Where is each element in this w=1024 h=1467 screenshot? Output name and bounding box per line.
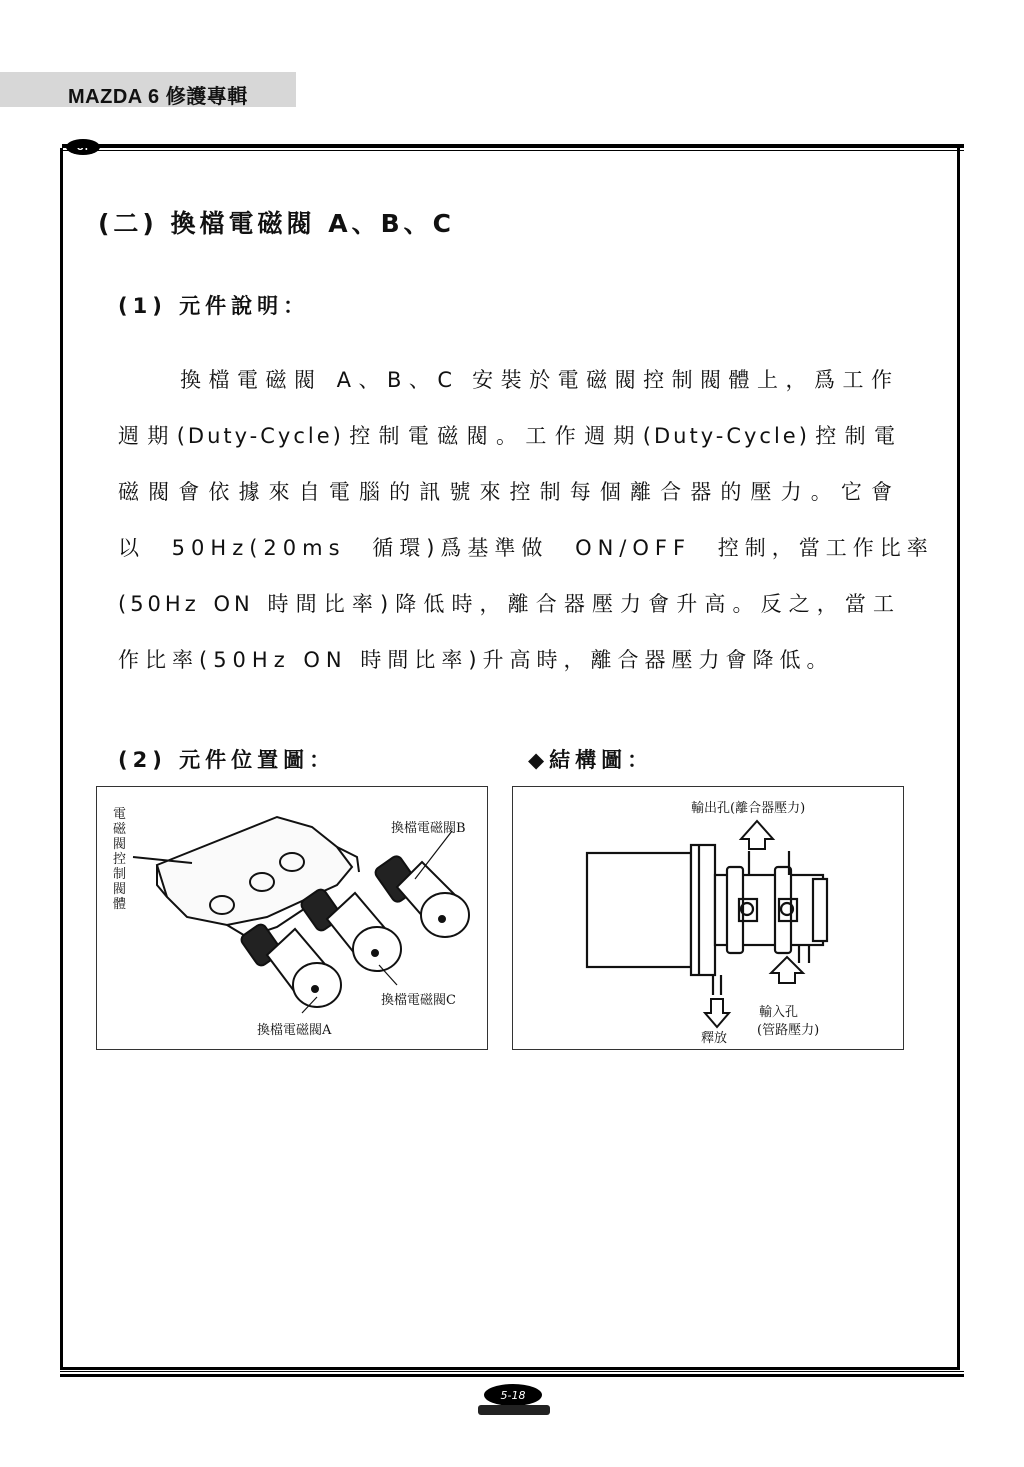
structure-figure	[512, 786, 904, 1050]
publisher-mark	[478, 1405, 550, 1415]
subsection-location-title: (2) 元件位置圖：	[118, 748, 336, 772]
header-title: MAZDA 6 修護專輯	[68, 86, 248, 108]
solenoid-a-label: 換檔電磁閥A	[257, 1023, 332, 1038]
input-pressure-label: (管路壓力)	[757, 1023, 820, 1038]
structure-drawing	[513, 787, 903, 1049]
solenoid-c-label: 換檔電磁閥C	[381, 993, 456, 1008]
release-arrow-icon	[705, 999, 729, 1027]
paragraph-line: 磁閥會依據來自電腦的訊號來控制每個離合器的壓力。它會	[118, 480, 898, 504]
description-paragraph	[118, 352, 934, 688]
section-title: (二) 換檔電磁閥 A、B、C	[98, 209, 456, 238]
page-number-badge: 5-18	[484, 1384, 542, 1406]
valve-body-label: 電磁閥控制閥體	[113, 807, 127, 912]
paragraph-line: (50Hz ON 時間比率)降低時，離合器壓力會升高。反之，當工	[118, 592, 898, 616]
paragraph-line: 以 50Hz(20ms 循環)爲基準做 ON/OFF 控制，當工作比率	[118, 536, 934, 560]
paragraph-line: 週期(Duty-Cycle)控制電磁閥。工作週期(Duty-Cycle)控制電	[118, 424, 898, 448]
subsection-description-title: (1) 元件說明：	[118, 294, 310, 318]
input-port-label: 輸入孔	[759, 1005, 799, 1020]
bottom-rule-thin	[60, 1371, 964, 1372]
paragraph-line: 作比率(50Hz ON 時間比率)升高時，離合器壓力會降低。	[118, 648, 834, 672]
solenoid-b-label: 換檔電磁閥B	[391, 821, 466, 836]
output-port-label: 輸出孔(離合器壓力)	[691, 801, 806, 816]
bottom-rule	[60, 1374, 964, 1377]
location-figure	[96, 786, 488, 1050]
output-arrow-icon	[741, 821, 773, 849]
paragraph-line: 換檔電磁閥 A、B、C 安裝於電磁閥控制閥體上，爲工作	[180, 368, 898, 392]
subsection-structure-title: ◆結構圖：	[528, 748, 654, 772]
release-label: 釋放	[701, 1031, 728, 1046]
